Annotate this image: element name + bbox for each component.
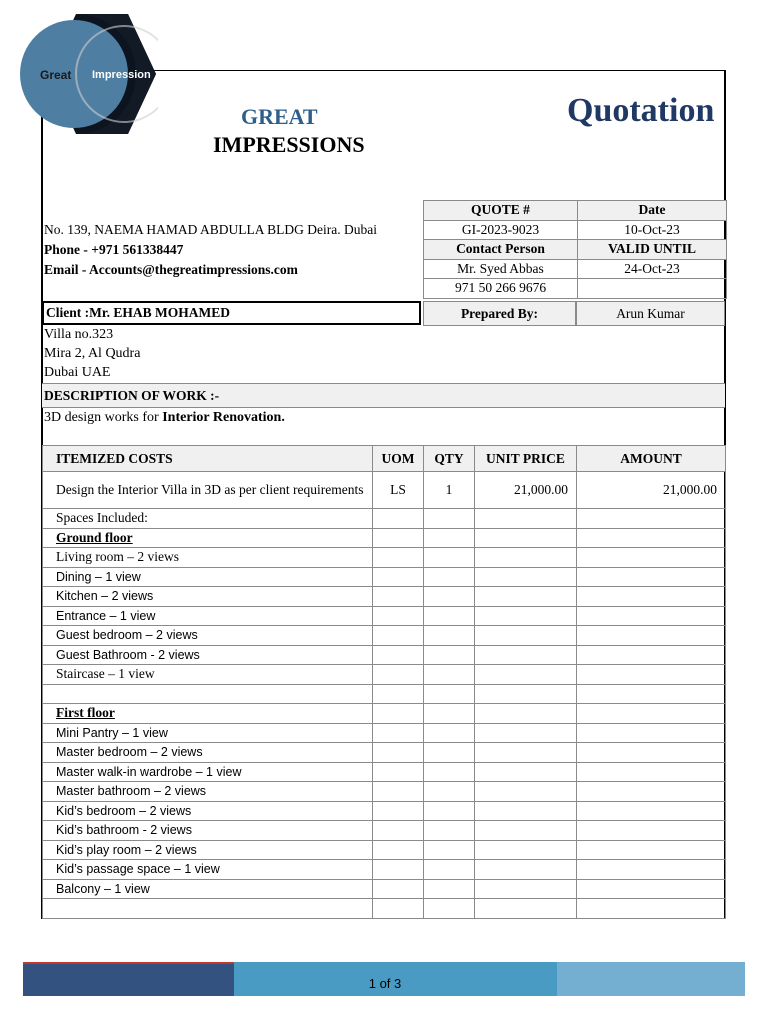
list-item: Living room – 2 views bbox=[43, 548, 373, 568]
company-address: No. 139, NAEMA HAMAD ABDULLA BLDG Deira. Dubai bbox=[44, 222, 377, 237]
table-row bbox=[43, 743, 726, 763]
table-row bbox=[43, 704, 726, 724]
table-row bbox=[43, 606, 726, 626]
page-number: 1 of 3 bbox=[368, 976, 402, 991]
item-qty: 1 bbox=[424, 472, 475, 509]
quote-number-value: GI-2023-9023 bbox=[424, 220, 578, 240]
list-item: Balcony – 1 view bbox=[43, 879, 373, 899]
date-value: 10-Oct-23 bbox=[578, 220, 727, 240]
list-item bbox=[43, 899, 373, 919]
table-row bbox=[43, 548, 726, 568]
table-row bbox=[43, 509, 726, 529]
list-item bbox=[43, 684, 373, 704]
table-row bbox=[43, 879, 726, 899]
header-unit-price: UNIT PRICE bbox=[475, 446, 577, 472]
quote-info-table bbox=[423, 200, 727, 299]
client-address-line1: Villa no.323 bbox=[44, 327, 114, 342]
list-item: Guest bedroom – 2 views bbox=[43, 626, 373, 646]
description-text-plain: 3D design works for bbox=[44, 410, 163, 425]
header-amount: AMOUNT bbox=[577, 446, 726, 472]
contact-person-label: Contact Person bbox=[424, 240, 578, 260]
description-text-bold: Interior Renovation. bbox=[162, 410, 285, 425]
logo-text-great: Great bbox=[40, 68, 72, 82]
list-item: Dining – 1 view bbox=[43, 567, 373, 587]
company-phone: Phone - +971 561338447 bbox=[44, 242, 184, 257]
table-row bbox=[43, 665, 726, 685]
table-row bbox=[43, 587, 726, 607]
valid-until-label: VALID UNTIL bbox=[578, 240, 727, 260]
table-row bbox=[43, 762, 726, 782]
table-header-row bbox=[43, 446, 726, 472]
list-item: Master bathroom – 2 views bbox=[43, 782, 373, 802]
list-item: Master walk-in wardrobe – 1 view bbox=[43, 762, 373, 782]
client-name: Client :Mr. EHAB MOHAMED bbox=[42, 301, 421, 325]
list-item: Kid’s passage space – 1 view bbox=[43, 860, 373, 880]
table-row bbox=[43, 860, 726, 880]
item-unit-price: 21,000.00 bbox=[475, 472, 577, 509]
prepared-by-name: Arun Kumar bbox=[576, 301, 725, 326]
table-row bbox=[43, 840, 726, 860]
list-item: First floor bbox=[43, 704, 373, 724]
item-amount: 21,000.00 bbox=[577, 472, 726, 509]
contact-person-name: Mr. Syed Abbas bbox=[424, 259, 578, 279]
list-item: Staircase – 1 view bbox=[43, 665, 373, 685]
logo-text-impression: Impression bbox=[92, 69, 151, 81]
table-row bbox=[43, 684, 726, 704]
footer-band-dark bbox=[23, 962, 234, 996]
item-uom: LS bbox=[373, 472, 424, 509]
list-item: Kitchen – 2 views bbox=[43, 587, 373, 607]
company-logo bbox=[18, 12, 158, 136]
company-name-line2: IMPRESSIONS bbox=[213, 132, 365, 157]
header-uom: UOM bbox=[373, 446, 424, 472]
quote-number-label: QUOTE # bbox=[424, 201, 578, 221]
table-row bbox=[43, 567, 726, 587]
empty-cell bbox=[578, 279, 727, 299]
item-description: Design the Interior Villa in 3D as per client requirements bbox=[43, 472, 373, 509]
client-address-line3: Dubai UAE bbox=[44, 365, 111, 380]
list-item: Mini Pantry – 1 view bbox=[43, 723, 373, 743]
list-item: Ground floor bbox=[43, 528, 373, 548]
table-row bbox=[43, 723, 726, 743]
table-row bbox=[43, 528, 726, 548]
itemized-costs-table bbox=[42, 445, 726, 919]
list-item: Spaces Included: bbox=[43, 509, 373, 529]
client-address-line2: Mira 2, Al Qudra bbox=[44, 346, 141, 361]
contact-person-phone: 971 50 266 9676 bbox=[424, 279, 578, 299]
table-row bbox=[43, 899, 726, 919]
company-name-line1: GREAT bbox=[241, 104, 318, 129]
table-row bbox=[43, 645, 726, 665]
list-item: Guest Bathroom - 2 views bbox=[43, 645, 373, 665]
header-itemized-costs: ITEMIZED COSTS bbox=[43, 446, 373, 472]
header-qty: QTY bbox=[424, 446, 475, 472]
footer-band-light bbox=[557, 962, 745, 996]
list-item: Master bedroom – 2 views bbox=[43, 743, 373, 763]
document-title: Quotation bbox=[567, 92, 715, 129]
table-row bbox=[43, 472, 726, 509]
description-heading: DESCRIPTION OF WORK :- bbox=[42, 383, 725, 408]
list-item: Kid’s bedroom – 2 views bbox=[43, 801, 373, 821]
description-text bbox=[44, 410, 285, 426]
prepared-by-label: Prepared By: bbox=[423, 301, 576, 326]
table-row bbox=[43, 821, 726, 841]
table-row bbox=[43, 801, 726, 821]
table-row bbox=[43, 626, 726, 646]
table-row bbox=[43, 782, 726, 802]
list-item: Entrance – 1 view bbox=[43, 606, 373, 626]
valid-until-value: 24-Oct-23 bbox=[578, 259, 727, 279]
list-item: Kid’s bathroom - 2 views bbox=[43, 821, 373, 841]
date-label: Date bbox=[578, 201, 727, 221]
company-email: Email - Accounts@thegreatimpressions.com bbox=[44, 262, 298, 277]
list-item: Kid’s play room – 2 views bbox=[43, 840, 373, 860]
